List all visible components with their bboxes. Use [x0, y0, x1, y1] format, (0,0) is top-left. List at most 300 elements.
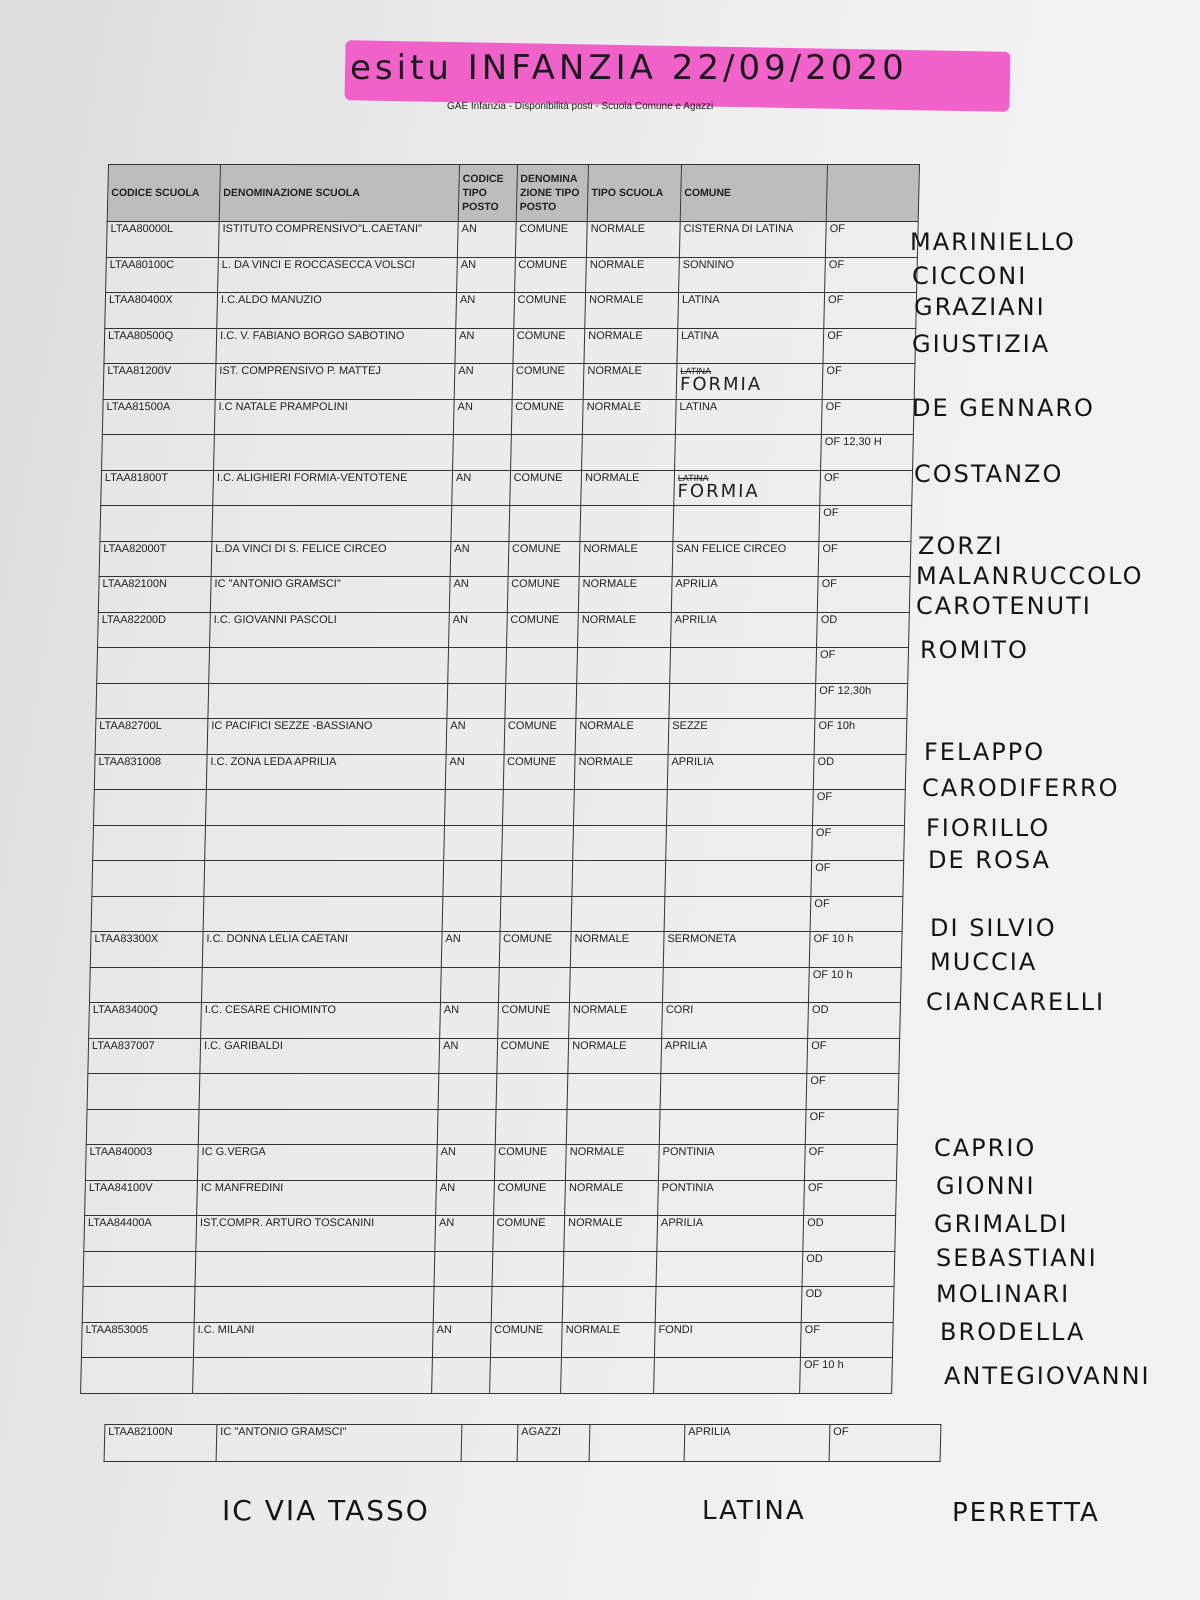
agazzi-table — [104, 1424, 942, 1462]
table-row — [89, 967, 901, 1003]
cell-denominazione-scuola — [212, 506, 452, 542]
cell-denominazione-tipo-posto: COMUNE — [499, 932, 571, 968]
cell-comune — [676, 364, 823, 400]
agazzi-posto: OF — [829, 1425, 941, 1462]
cell-codice-tipo-posto — [453, 435, 511, 471]
cell-comune — [664, 896, 811, 932]
handwritten-name: CIANCARELLI — [926, 988, 1106, 1016]
table-row — [85, 1180, 897, 1216]
cell-posto: OF — [824, 293, 917, 329]
cell-comune — [666, 790, 813, 826]
handwritten-name: DI SILVIO — [930, 914, 1057, 942]
cell-codice-tipo-posto — [442, 896, 500, 932]
cell-tipo-scuola: NORMALE — [562, 1322, 656, 1358]
cell-denominazione-tipo-posto: COMUNE — [511, 399, 583, 435]
cell-posto: OF — [822, 399, 915, 435]
cell-comune — [674, 470, 821, 506]
cell-comune — [673, 506, 820, 542]
cell-comune: SONNINO — [679, 257, 826, 293]
struck-comune: LATINA — [680, 366, 712, 376]
handwritten-name: CICCONI — [912, 262, 1028, 290]
cell-codice-tipo-posto — [434, 1251, 492, 1287]
cell-posto: OF 12,30h — [815, 683, 908, 719]
cell-comune: APRILIA — [657, 1216, 804, 1252]
table-row — [98, 577, 910, 613]
cell-codice-scuola — [86, 1109, 199, 1145]
cell-comune: APRILIA — [671, 577, 818, 613]
cell-tipo-scuola: NORMALE — [565, 1180, 659, 1216]
cell-posto: OF — [818, 541, 911, 577]
agazzi-den-tipo: AGAZZI — [517, 1425, 590, 1462]
cell-posto: OF — [811, 861, 904, 897]
cell-codice-tipo-posto: AN — [435, 1216, 493, 1252]
table-row — [82, 1287, 894, 1323]
cell-posto: OF — [823, 328, 916, 364]
cell-denominazione-tipo-posto: COMUNE — [503, 754, 575, 790]
cell-denominazione-tipo-posto: COMUNE — [509, 470, 581, 506]
cell-codice-scuola — [91, 896, 204, 932]
agazzi-tipo-scuola — [589, 1425, 685, 1462]
cell-tipo-scuola — [562, 1287, 656, 1323]
cell-denominazione-tipo-posto — [496, 1074, 568, 1110]
cell-codice-tipo-posto: AN — [456, 293, 514, 329]
cell-codice-tipo-posto: AN — [452, 470, 510, 506]
agazzi-denominazione: IC "ANTONIO GRAMSCI" — [216, 1425, 462, 1462]
cell-denominazione-tipo-posto — [505, 648, 577, 684]
cell-comune: SAN FELICE CIRCEO — [672, 541, 819, 577]
cell-codice-tipo-posto: AN — [449, 577, 507, 613]
cell-denominazione-scuola — [194, 1287, 434, 1323]
handwritten-name: DE ROSA — [928, 846, 1051, 874]
handwritten-name: FIORILLO — [926, 814, 1051, 842]
cell-codice-tipo-posto: AN — [441, 932, 499, 968]
cell-codice-scuola: LTAA81200V — [103, 364, 216, 400]
handwritten-comune-correction: FORMIA — [679, 374, 763, 395]
cell-codice-scuola: LTAA84400A — [84, 1216, 197, 1252]
cell-codice-scuola: LTAA82700L — [95, 719, 208, 755]
cell-codice-tipo-posto: AN — [445, 754, 503, 790]
cell-comune: LATINA — [677, 328, 824, 364]
cell-codice-scuola: LTAA840003 — [85, 1145, 198, 1181]
cell-comune — [660, 1074, 807, 1110]
cell-codice-scuola: LTAA82200D — [98, 612, 211, 648]
cell-denominazione-tipo-posto: COMUNE — [494, 1145, 566, 1181]
cell-comune: PONTINIA — [658, 1145, 805, 1181]
cell-denominazione-scuola — [204, 861, 444, 897]
cell-codice-scuola: LTAA853005 — [81, 1322, 194, 1358]
cell-tipo-scuola — [576, 683, 670, 719]
cell-tipo-scuola: NORMALE — [566, 1145, 660, 1181]
cell-codice-scuola — [83, 1251, 196, 1287]
handwritten-name: MALANRUCCOLO — [916, 562, 1144, 590]
cell-comune: SERMONETA — [663, 932, 810, 968]
cell-posto: OD — [813, 754, 906, 790]
cell-denominazione-scuola: I.C. GIOVANNI PASCOLI — [210, 612, 450, 648]
cell-denominazione-tipo-posto: COMUNE — [493, 1180, 565, 1216]
handwritten-name: COSTANZO — [914, 460, 1064, 488]
cell-codice-tipo-posto: AN — [439, 1038, 497, 1074]
cell-posto: OD — [817, 612, 910, 648]
handwritten-name: ROMITO — [920, 636, 1029, 664]
table-row — [92, 861, 904, 897]
table-row — [84, 1216, 896, 1252]
table-row — [81, 1322, 893, 1358]
table-row — [88, 1038, 900, 1074]
table-row — [103, 364, 915, 400]
handwritten-footer-school: IC VIA TASSO — [222, 1494, 430, 1527]
cell-codice-tipo-posto: AN — [437, 1145, 495, 1181]
cell-posto: OD — [808, 1003, 901, 1039]
col-denominazione-scuola: DENOMINAZIONE SCUOLA — [219, 165, 459, 222]
cell-codice-scuola: LTAA831008 — [94, 754, 207, 790]
cell-denominazione-scuola: I.C.ALDO MANUZIO — [217, 293, 457, 329]
col-posto — [826, 165, 919, 222]
cell-posto: OF — [825, 257, 918, 293]
cell-posto: OF — [819, 506, 912, 542]
cell-comune — [655, 1287, 802, 1323]
handwritten-name: GIUSTIZIA — [912, 330, 1051, 358]
cell-codice-tipo-posto — [432, 1358, 490, 1394]
table-row — [86, 1109, 898, 1145]
cell-tipo-scuola: NORMALE — [584, 328, 678, 364]
cell-denominazione-scuola: I.C. MILANI — [193, 1322, 433, 1358]
cell-denominazione-tipo-posto — [501, 861, 573, 897]
table-row — [94, 754, 906, 790]
cell-comune — [666, 825, 813, 861]
cell-posto: OD — [803, 1216, 896, 1252]
cell-codice-scuola — [89, 967, 202, 1003]
cell-denominazione-tipo-posto: COMUNE — [513, 328, 585, 364]
cell-comune: LATINA — [675, 399, 822, 435]
cell-tipo-scuola: NORMALE — [583, 364, 677, 400]
cell-posto: OF — [807, 1038, 900, 1074]
table-row — [102, 435, 914, 471]
cell-codice-scuola: LTAA837007 — [88, 1038, 201, 1074]
cell-codice-scuola: LTAA81800T — [101, 470, 214, 506]
availability-table — [80, 164, 920, 1394]
table-row — [87, 1074, 899, 1110]
cell-tipo-scuola: NORMALE — [564, 1216, 658, 1252]
cell-denominazione-tipo-posto: COMUNE — [507, 577, 579, 613]
cell-denominazione-scuola: I.C. DONNA LELIA CAETANI — [202, 932, 442, 968]
cell-denominazione-scuola: IC "ANTONIO GRAMSCI" — [210, 577, 450, 613]
cell-denominazione-tipo-posto — [492, 1251, 564, 1287]
cell-posto: OF — [804, 1180, 897, 1216]
cell-posto: OF 12,30 H — [821, 435, 914, 471]
cell-comune — [670, 648, 817, 684]
table-row — [85, 1145, 897, 1181]
struck-comune: LATINA — [677, 472, 709, 483]
cell-denominazione-scuola — [193, 1358, 433, 1394]
cell-codice-scuola — [96, 683, 209, 719]
cell-denominazione-scuola — [214, 435, 454, 471]
cell-codice-tipo-posto — [433, 1287, 491, 1323]
cell-tipo-scuola — [566, 1109, 660, 1145]
cell-codice-tipo-posto — [443, 861, 501, 897]
cell-denominazione-tipo-posto: COMUNE — [508, 541, 580, 577]
cell-codice-tipo-posto — [451, 506, 509, 542]
cell-denominazione-tipo-posto: COMUNE — [490, 1322, 562, 1358]
agazzi-tipo — [461, 1425, 518, 1462]
cell-tipo-scuola: NORMALE — [585, 293, 679, 329]
cell-denominazione-tipo-posto — [510, 435, 582, 471]
table-row — [81, 1358, 893, 1394]
cell-denominazione-tipo-posto — [502, 790, 574, 826]
cell-denominazione-tipo-posto — [500, 896, 572, 932]
agazzi-comune: APRILIA — [684, 1425, 830, 1462]
table-row — [96, 683, 908, 719]
table-row — [98, 612, 910, 648]
cell-denominazione-scuola — [205, 825, 445, 861]
cell-denominazione-scuola — [195, 1251, 435, 1287]
cell-denominazione-scuola: I.C. GARIBALDI — [200, 1038, 440, 1074]
cell-denominazione-tipo-posto: COMUNE — [497, 1003, 569, 1039]
cell-denominazione-tipo-posto: COMUNE — [497, 1038, 569, 1074]
cell-denominazione-tipo-posto: COMUNE — [515, 222, 587, 258]
cell-tipo-scuola: NORMALE — [574, 754, 668, 790]
handwritten-name: MARINIELLO — [910, 228, 1076, 256]
cell-denominazione-scuola — [208, 683, 448, 719]
cell-posto: OF — [822, 364, 915, 400]
cell-codice-scuola — [97, 648, 210, 684]
cell-denominazione-scuola — [209, 648, 449, 684]
cell-denominazione-scuola: IST.COMPR. ARTURO TOSCANINI — [196, 1216, 436, 1252]
cell-comune: APRILIA — [667, 754, 814, 790]
table-row — [83, 1251, 895, 1287]
cell-denominazione-tipo-posto — [489, 1358, 561, 1394]
cell-tipo-scuola: NORMALE — [570, 932, 664, 968]
cell-codice-tipo-posto: AN — [436, 1180, 494, 1216]
table-row — [93, 790, 905, 826]
handwritten-name: CAROTENUTI — [916, 592, 1092, 620]
table-row — [100, 506, 912, 542]
cell-tipo-scuola: NORMALE — [569, 1003, 663, 1039]
cell-comune: APRILIA — [661, 1038, 808, 1074]
handwritten-name: BRODELLA — [940, 1318, 1086, 1346]
cell-codice-scuola — [100, 506, 213, 542]
cell-codice-scuola — [81, 1358, 194, 1394]
cell-comune — [656, 1251, 803, 1287]
cell-posto: OF 10 h — [800, 1358, 893, 1394]
agazzi-row — [104, 1425, 941, 1462]
cell-comune: CISTERNA DI LATINA — [679, 222, 826, 258]
table-row — [102, 399, 914, 435]
cell-denominazione-scuola: ISTITUTO COMPRENSIVO"L.CAETANI" — [218, 222, 458, 258]
handwritten-name: ZORZI — [918, 532, 1004, 560]
table-row — [93, 825, 905, 861]
table-row — [105, 293, 917, 329]
cell-codice-tipo-posto: AN — [440, 1003, 498, 1039]
cell-tipo-scuola: NORMALE — [583, 399, 677, 435]
cell-codice-tipo-posto: AN — [455, 328, 513, 364]
col-codice-scuola: CODICE SCUOLA — [107, 165, 220, 222]
cell-tipo-scuola: NORMALE — [586, 257, 680, 293]
cell-denominazione-tipo-posto — [505, 683, 577, 719]
handwritten-name: CAPRIO — [934, 1134, 1037, 1162]
table-row — [89, 1003, 901, 1039]
table-row — [106, 222, 918, 258]
cell-codice-scuola — [82, 1287, 195, 1323]
cell-comune — [675, 435, 822, 471]
agazzi-table-wrap — [104, 1424, 941, 1462]
handwritten-comune-correction: FORMIA — [677, 480, 760, 502]
cell-posto: OF — [810, 896, 903, 932]
table-row — [97, 648, 909, 684]
cell-comune: FONDI — [654, 1322, 801, 1358]
cell-comune — [662, 967, 809, 1003]
cell-codice-scuola: LTAA84100V — [85, 1180, 198, 1216]
agazzi-codice: LTAA82100N — [104, 1425, 217, 1462]
handwritten-name: MOLINARI — [936, 1280, 1071, 1308]
col-codice-tipo-posto: CODICE TIPO POSTO — [458, 165, 517, 222]
cell-tipo-scuola: NORMALE — [578, 612, 672, 648]
cell-posto: OF — [801, 1322, 894, 1358]
cell-tipo-scuola — [571, 896, 665, 932]
handwritten-name: ANTEGIOVANNI — [944, 1362, 1151, 1390]
cell-codice-tipo-posto — [445, 790, 503, 826]
col-denominazione-tipo-posto: DENOMINA ZIONE TIPO POSTO — [516, 165, 589, 222]
cell-tipo-scuola: NORMALE — [575, 719, 669, 755]
cell-posto: OF — [805, 1109, 898, 1145]
handwritten-name: GRAZIANI — [914, 293, 1046, 321]
cell-tipo-scuola — [574, 790, 668, 826]
cell-denominazione-scuola: I.C. CESARE CHIOMINTO — [201, 1003, 441, 1039]
cell-codice-tipo-posto: AN — [457, 257, 515, 293]
cell-comune: APRILIA — [671, 612, 818, 648]
cell-tipo-scuola — [577, 648, 671, 684]
cell-denominazione-scuola: IST. COMPRENSIVO P. MATTEJ — [215, 364, 455, 400]
table-row — [99, 541, 911, 577]
table-row — [90, 932, 902, 968]
cell-denominazione-scuola — [199, 1074, 439, 1110]
cell-posto: OF — [813, 790, 906, 826]
table-body — [81, 222, 919, 1394]
cell-tipo-scuola — [567, 1074, 661, 1110]
cell-tipo-scuola: NORMALE — [579, 541, 673, 577]
table-row — [104, 328, 916, 364]
cell-posto: OF 10 h — [809, 932, 902, 968]
cell-comune — [654, 1358, 801, 1394]
cell-denominazione-tipo-posto: COMUNE — [504, 719, 576, 755]
cell-comune — [659, 1109, 806, 1145]
cell-posto: OF — [805, 1145, 898, 1181]
cell-codice-tipo-posto: AN — [432, 1322, 490, 1358]
cell-denominazione-scuola — [206, 790, 446, 826]
cell-denominazione-scuola — [202, 967, 442, 1003]
cell-comune: PONTINIA — [658, 1180, 805, 1216]
cell-tipo-scuola — [582, 435, 676, 471]
table-row — [106, 257, 918, 293]
handwritten-name: SEBASTIANI — [936, 1244, 1098, 1272]
cell-codice-scuola: LTAA81500A — [102, 399, 215, 435]
cell-codice-tipo-posto — [447, 683, 505, 719]
cell-codice-tipo-posto: AN — [450, 541, 508, 577]
cell-codice-scuola: LTAA82000T — [99, 541, 212, 577]
col-comune: COMUNE — [680, 165, 827, 222]
cell-denominazione-tipo-posto — [501, 825, 573, 861]
cell-denominazione-tipo-posto: COMUNE — [506, 612, 578, 648]
cell-tipo-scuola — [580, 506, 674, 542]
cell-denominazione-scuola: I.C NATALE PRAMPOLINI — [214, 399, 454, 435]
cell-tipo-scuola: NORMALE — [587, 222, 681, 258]
cell-comune — [665, 861, 812, 897]
cell-denominazione-tipo-posto: COMUNE — [513, 293, 585, 329]
handwritten-name: DE GENNARO — [912, 394, 1095, 422]
cell-tipo-scuola: NORMALE — [568, 1038, 662, 1074]
cell-codice-tipo-posto — [444, 825, 502, 861]
cell-denominazione-scuola: L. DA VINCI E ROCCASECCA VOLSCI — [218, 257, 458, 293]
cell-posto: OF — [812, 825, 905, 861]
cell-codice-tipo-posto: AN — [453, 399, 511, 435]
cell-codice-scuola — [93, 790, 206, 826]
cell-denominazione-tipo-posto — [495, 1109, 567, 1145]
cell-posto: OF 10 h — [809, 967, 902, 1003]
cell-tipo-scuola — [561, 1358, 655, 1394]
cell-codice-tipo-posto: AN — [446, 719, 504, 755]
cell-denominazione-scuola: IC MANFREDINI — [197, 1180, 437, 1216]
handwritten-footer-comune: LATINA — [702, 1496, 806, 1526]
table-row — [91, 896, 903, 932]
cell-denominazione-scuola: I.C. ALIGHIERI FORMIA-VENTOTENE — [213, 470, 453, 506]
cell-tipo-scuola: NORMALE — [581, 470, 675, 506]
cell-codice-scuola — [87, 1074, 200, 1110]
cell-posto: OD — [802, 1251, 895, 1287]
cell-posto: OF 10h — [814, 719, 907, 755]
cell-denominazione-scuola: I.C. V. FABIANO BORGO SABOTINO — [216, 328, 456, 364]
cell-tipo-scuola: NORMALE — [578, 577, 672, 613]
cell-tipo-scuola — [570, 967, 664, 1003]
cell-codice-tipo-posto — [448, 648, 506, 684]
cell-comune: CORI — [662, 1003, 809, 1039]
cell-codice-scuola: LTAA80000L — [106, 222, 219, 258]
cell-posto: OF — [826, 222, 919, 258]
availability-table-wrap — [80, 164, 920, 1394]
cell-codice-scuola: LTAA83300X — [90, 932, 203, 968]
cell-codice-tipo-posto — [437, 1109, 495, 1145]
cell-tipo-scuola — [573, 825, 667, 861]
cell-denominazione-tipo-posto — [491, 1287, 563, 1323]
cell-codice-scuola — [102, 435, 215, 471]
cell-codice-scuola: LTAA80500Q — [104, 328, 217, 364]
table-row — [101, 470, 913, 506]
handwritten-name: CARODIFERRO — [922, 774, 1120, 802]
cell-denominazione-tipo-posto: COMUNE — [512, 364, 584, 400]
cell-posto: OF — [818, 577, 911, 613]
cell-denominazione-scuola: L.DA VINCI DI S. FELICE CIRCEO — [211, 541, 451, 577]
handwritten-footer-name: PERRETTA — [952, 1498, 1100, 1528]
handwritten-name: GRIMALDI — [934, 1210, 1069, 1238]
cell-posto: OD — [801, 1287, 894, 1323]
cell-codice-tipo-posto: AN — [457, 222, 515, 258]
cell-codice-scuola — [93, 825, 206, 861]
cell-denominazione-scuola: I.C. ZONA LEDA APRILIA — [206, 754, 446, 790]
cell-denominazione-scuola: IC G.VERGA — [197, 1145, 437, 1181]
cell-codice-tipo-posto — [438, 1074, 496, 1110]
cell-comune — [669, 683, 816, 719]
cell-codice-scuola: LTAA83400Q — [89, 1003, 202, 1039]
cell-codice-tipo-posto — [441, 967, 499, 1003]
cell-codice-tipo-posto: AN — [454, 364, 512, 400]
cell-codice-scuola: LTAA82100N — [98, 577, 211, 613]
cell-posto: OF — [806, 1074, 899, 1110]
handwritten-name: MUCCIA — [930, 948, 1038, 976]
cell-comune: SEZZE — [668, 719, 815, 755]
cell-denominazione-scuola — [203, 896, 443, 932]
table-row — [95, 719, 907, 755]
cell-posto: OF — [816, 648, 909, 684]
handwritten-name: GIONNI — [936, 1172, 1036, 1200]
cell-denominazione-tipo-posto: COMUNE — [514, 257, 586, 293]
